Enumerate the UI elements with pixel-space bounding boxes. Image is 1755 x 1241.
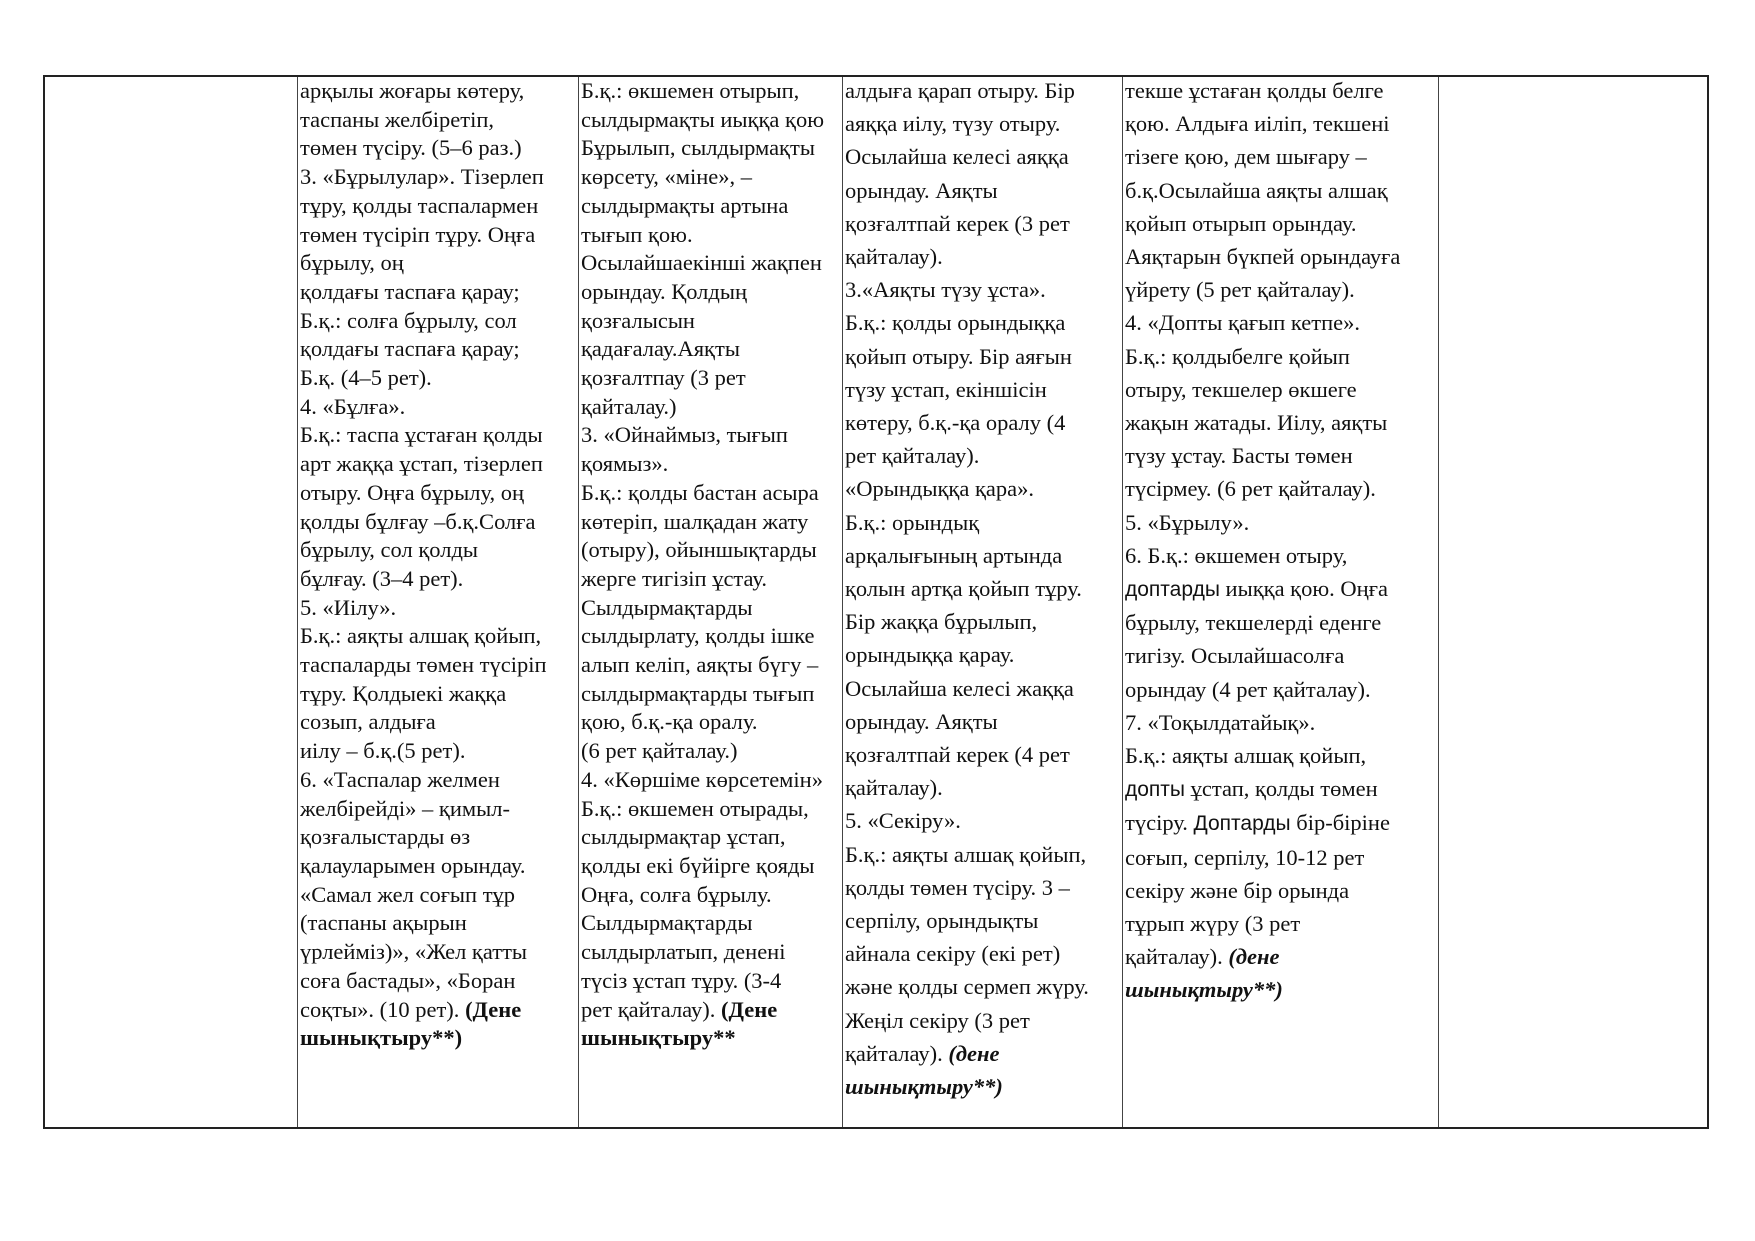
column-divider: [1438, 77, 1439, 1127]
text-line: қалауларымен орындау.: [300, 852, 526, 878]
text-line: [1125, 973, 1436, 1006]
text-line: Б.қ.: өкшемен отырып,: [581, 78, 800, 103]
text-line: қайталау).: [845, 244, 943, 270]
text-line: бұрылу, текшелерді еденге: [1125, 610, 1382, 636]
text-line: 4. «Допты қағып кетпе».: [1125, 310, 1360, 336]
sans-fragment: Доптарды: [1193, 812, 1291, 836]
text-line: айнала секіру (екі рет): [845, 941, 1061, 967]
text-line: тұрып жүру (3 рет: [1125, 911, 1301, 937]
text-line: 7. «Тоқылдатайық».: [1125, 709, 1316, 735]
text-line: созып, алдыға: [300, 709, 436, 735]
text-line: орындыққа қарау.: [845, 642, 1015, 668]
text-line: орындау. Аяқты: [845, 177, 998, 203]
text-line: арт жаққа ұстап, тізерлеп: [300, 451, 543, 477]
text-line: Сылдырмақтарды: [581, 910, 753, 936]
text-line: қойып отырып орындау.: [1125, 210, 1357, 236]
text-line: түзу ұстап, екіншісін: [845, 376, 1047, 402]
text-line: қойып отыру. Бір аяғын: [845, 343, 1072, 369]
text-line: Б.қ. (4–5 рет).: [300, 365, 432, 391]
table-cell-col5: [1125, 74, 1436, 1127]
text-line: 5. «Иілу».: [300, 594, 397, 620]
text-line: қозғалтпай керек (4 рет: [845, 742, 1070, 768]
bold-fragment: шынықтыру**): [300, 1025, 463, 1051]
text-line: 6. Б.қ.: өкшемен отыру,: [1125, 542, 1348, 568]
text-line: төмен түсіріп тұру. Оңға: [300, 221, 536, 247]
text-line: Б.қ.: қолды орындыққа: [845, 310, 1066, 336]
text-line: Б.қ.: аяқты алшақ қойып,: [1125, 743, 1367, 769]
text-line: соқты». (10 рет). (Дене: [300, 996, 522, 1022]
text-line: қолды екі бүйірге қояды: [581, 852, 815, 878]
text-line: Б.қ.: өкшемен отырады,: [581, 795, 809, 821]
text-line: қолдағы таспаға қарау;: [300, 336, 520, 362]
text-line: (отыру), ойыншықтарды: [581, 537, 817, 563]
text-line: Осылайша келесі аяққа: [845, 144, 1069, 170]
text-line: таспаларды төмен түсіріп: [300, 652, 547, 678]
text-line: 6. «Таспалар желмен: [300, 766, 500, 792]
text-line: сылдырмақты артына: [581, 192, 789, 218]
text-line: арқылы жоғары көтеру,: [300, 78, 525, 103]
table-cell-col4: [845, 74, 1120, 1127]
text-line: Аяқтарын бүкпей орындауға: [1125, 244, 1401, 270]
text-line: қозғалтпай керек (3 рет: [845, 210, 1070, 236]
text-line: тізеге қою, дем шығару –: [1125, 144, 1367, 170]
text-line: алып келіп, аяқты бүгу –: [581, 652, 819, 678]
text-line: көтеріп, шалқадан жату: [581, 508, 809, 534]
text-line: қолдағы таспаға қарау;: [300, 278, 520, 304]
text-line: көтеру, б.қ.-қа оралу (4: [845, 410, 1066, 436]
text-line: Осылайша келесі жаққа: [845, 675, 1074, 701]
text-line: орындау. Аяқты: [845, 708, 998, 734]
column-divider: [842, 77, 843, 1127]
sans-fragment: допты: [1125, 778, 1186, 802]
text-line: соғып, серпілу, 10-12 рет: [1125, 844, 1365, 870]
text-line: сылдырлату, қолды ішке: [581, 623, 815, 649]
text-line: алдыға қарап отыру. Бір: [845, 78, 1075, 103]
column-divider: [297, 77, 298, 1127]
text-line: Б.қ.: қолдыбелге қойып: [1125, 343, 1350, 369]
text-line: тығып қою.: [581, 221, 693, 247]
text-line: бұрылу, оң: [300, 250, 404, 276]
table-cell-col3: [581, 77, 840, 1127]
column-divider: [578, 77, 579, 1127]
text-line: Бұрылып, сылдырмақты: [581, 135, 815, 161]
text-line: сылдырмақтар ұстап,: [581, 824, 786, 850]
text-line: қоямыз».: [581, 451, 669, 477]
text-line: (6 рет қайталау.): [581, 738, 738, 764]
text-line: бұлғау. (3–4 рет).: [300, 565, 464, 591]
bold-fragment: шынықтыру**: [581, 1025, 736, 1051]
text-line: отыру, текшелер өкшеге: [1125, 376, 1357, 402]
text-line: желбірейді» – қимыл-: [300, 795, 510, 821]
text-line: [581, 1024, 840, 1053]
text-line: қолды бұлғау –б.қ.Солға: [300, 508, 536, 534]
bold-italic-fragment: шынықтыру**): [845, 1074, 1003, 1100]
text-line: Б.қ.: солға бұрылу, сол: [300, 307, 517, 333]
text-line: қайталау). (дене: [1125, 944, 1280, 970]
sans-fragment: доптарды: [1125, 578, 1220, 602]
text-line: рет қайталау).: [845, 443, 980, 469]
text-line: «Орындыққа қара».: [845, 476, 1034, 502]
text-line: допты ұстап, қолды төмен: [1125, 776, 1378, 802]
text-line: үйрету (5 рет қайталау).: [1125, 277, 1355, 303]
text-line: тигізу. Осылайшасолға: [1125, 643, 1345, 669]
text-line: серпілу, орындықты: [845, 908, 1039, 934]
text-line: Жеңіл секіру (3 рет: [845, 1007, 1030, 1033]
text-line: қадағалау.Аяқты: [581, 336, 740, 362]
text-line: б.қ.Осылайша аяқты алшақ: [1125, 177, 1388, 203]
text-line: Сылдырмақтарды: [581, 594, 753, 620]
text-line: 3. «Бұрылулар». Тізерлеп: [300, 164, 544, 190]
text-line: 5. «Бұрылу».: [1125, 509, 1250, 535]
text-line: түсіз ұстап тұру. (3-4: [581, 967, 782, 993]
text-line: Б.қ.: аяқты алшақ қойып,: [300, 623, 542, 649]
exercise-table: [43, 75, 1709, 1129]
text-line: қозғалтпау (3 рет: [581, 365, 746, 391]
text-line: тұру, қолды таспалармен: [300, 192, 539, 218]
text-line: бұрылу, сол қолды: [300, 537, 479, 563]
text-line: 5. «Секіру».: [845, 808, 961, 834]
text-line: секіру және бір орында: [1125, 877, 1350, 903]
text-line: 3.«Аяқты түзу ұста».: [845, 277, 1046, 303]
text-line: Б.қ.: таспа ұстаған қолды: [300, 422, 543, 448]
text-line: қою. Алдыға иіліп, текшені: [1125, 111, 1390, 137]
bold-fragment: (Дене: [465, 996, 522, 1022]
text-line: жерге тигізіп ұстау.: [581, 565, 767, 591]
text-line: тұру. Қолдыекі жаққа: [300, 680, 507, 706]
text-line: доптарды иыққа қою. Оңға: [1125, 576, 1388, 602]
text-line: Бір жаққа бұрылып,: [845, 609, 1038, 635]
text-line: сылдырлатып, денені: [581, 939, 786, 965]
column-divider: [1122, 77, 1123, 1127]
text-line: көрсету, «міне», –: [581, 164, 752, 190]
text-line: «Самал жел соғып тұр: [300, 881, 516, 907]
text-line: және қолды сермеп жүру.: [845, 974, 1089, 1000]
text-line: рет қайталау). (Дене: [581, 996, 778, 1022]
text-line: (таспаны ақырын: [300, 910, 467, 936]
text-line: 4. «Көршіме көрсетемін»: [581, 766, 823, 792]
text-line: сылдырмақты иыққа қою: [581, 106, 825, 132]
table-cell-col2: [300, 77, 576, 1127]
text-line: түсірмеу. (6 рет қайталау).: [1125, 476, 1376, 502]
text-line: орындау. Қолдың: [581, 278, 747, 304]
text-line: 3. «Ойнаймыз, тығып: [581, 422, 788, 448]
text-line: 4. «Бұлға».: [300, 393, 406, 419]
text-line: [300, 1024, 576, 1053]
bold-italic-fragment: шынықтыру**): [1125, 977, 1283, 1003]
text-line: қайталау.): [581, 393, 677, 419]
text-line: отыру. Оңға бұрылу, оң: [300, 479, 525, 505]
text-line: қою, б.қ.-қа оралу.: [581, 709, 758, 735]
text-line: жақын жатады. Иілу, аяқты: [1125, 410, 1388, 436]
text-line: Б.қ.: аяқты алшақ қойып,: [845, 841, 1087, 867]
text-line: түсіру. Доптарды бір-біріне: [1125, 810, 1390, 836]
text-line: соға бастады», «Боран: [300, 967, 516, 993]
text-line: төмен түсіру. (5–6 раз.): [300, 135, 522, 161]
text-line: қозғалысын: [581, 307, 695, 333]
bold-italic-fragment: (дене: [1228, 944, 1280, 970]
text-line: үрлейміз)», «Жел қатты: [300, 939, 528, 965]
text-line: Б.қ.: қолды бастан асыра: [581, 479, 819, 505]
text-line: арқалығының артында: [845, 542, 1063, 568]
text-line: қозғалыстарды өз: [300, 824, 471, 850]
bold-fragment: (Дене: [721, 996, 778, 1022]
text-line: Оңға, солға бұрылу.: [581, 881, 772, 907]
text-line: Б.қ.: орындық: [845, 509, 980, 535]
text-line: аяққа иілу, түзу отыру.: [845, 111, 1061, 137]
text-line: қайталау). (дене: [845, 1040, 1000, 1066]
text-line: таспаны желбіретіп,: [300, 106, 495, 132]
text-line: орындау (4 рет қайталау).: [1125, 676, 1371, 702]
text-line: қайталау).: [845, 775, 943, 801]
text-line: түзу ұстау. Басты төмен: [1125, 443, 1353, 469]
text-line: сылдырмақтарды тығып: [581, 680, 815, 706]
bold-italic-fragment: (дене: [948, 1040, 1000, 1066]
text-line: қолын артқа қойып тұру.: [845, 576, 1082, 602]
text-line: қолды төмен түсіру. 3 –: [845, 874, 1070, 900]
text-line: иілу – б.қ.(5 рет).: [300, 738, 466, 764]
text-line: [845, 1070, 1120, 1103]
text-line: Осылайшаекінші жақпен: [581, 250, 822, 276]
text-line: текше ұстаған қолды белге: [1125, 78, 1384, 103]
